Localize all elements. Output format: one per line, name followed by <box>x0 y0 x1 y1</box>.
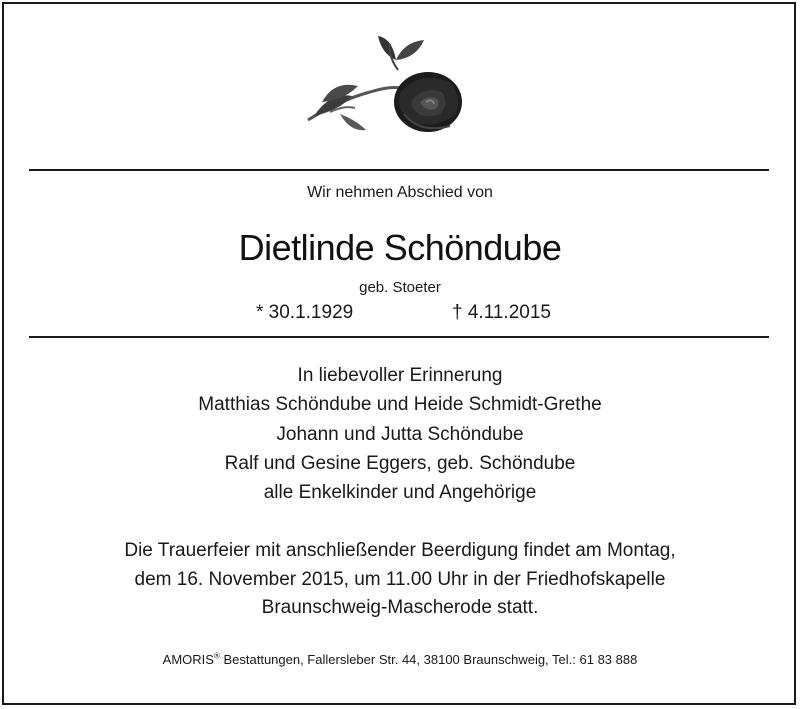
rose-icon <box>300 30 480 140</box>
deceased-name: Dietlinde Schöndube <box>238 227 562 268</box>
registered-mark: ® <box>213 651 220 661</box>
top-divider <box>29 169 769 171</box>
announcement-line: Die Trauerfeier mit anschließender Beerdigung findet am Montag, <box>124 540 676 561</box>
family-member: Johann und Jutta Schöndube <box>276 424 524 445</box>
birth-date: * 30.1.1929 <box>256 302 354 323</box>
family-heading: In liebevoller Erinnerung <box>297 365 503 386</box>
family-member: Ralf und Gesine Eggers, geb. Schöndube <box>224 453 576 474</box>
announcement-line: Braunschweig-Mascherode statt. <box>261 597 539 618</box>
maiden-name: geb. Stoeter <box>359 279 441 296</box>
announcement-line: dem 16. November 2015, um 11.00 Uhr in der Friedhofskapelle <box>134 569 666 590</box>
family-member: alle Enkelkinder und Angehörige <box>263 482 537 503</box>
middle-divider <box>29 336 769 338</box>
funeral-home-footer <box>0 652 800 667</box>
intro-text: Wir nehmen Abschied von <box>307 184 493 201</box>
family-member: Matthias Schöndube und Heide Schmidt-Grethe <box>198 394 602 415</box>
funeral-home-details: Bestattungen, Fallersleber Str. 44, 38100 Braunschweig, Tel.: 61 83 888 <box>219 652 638 667</box>
funeral-home-name: AMORIS <box>162 652 214 667</box>
death-date: † 4.11.2015 <box>452 302 551 323</box>
